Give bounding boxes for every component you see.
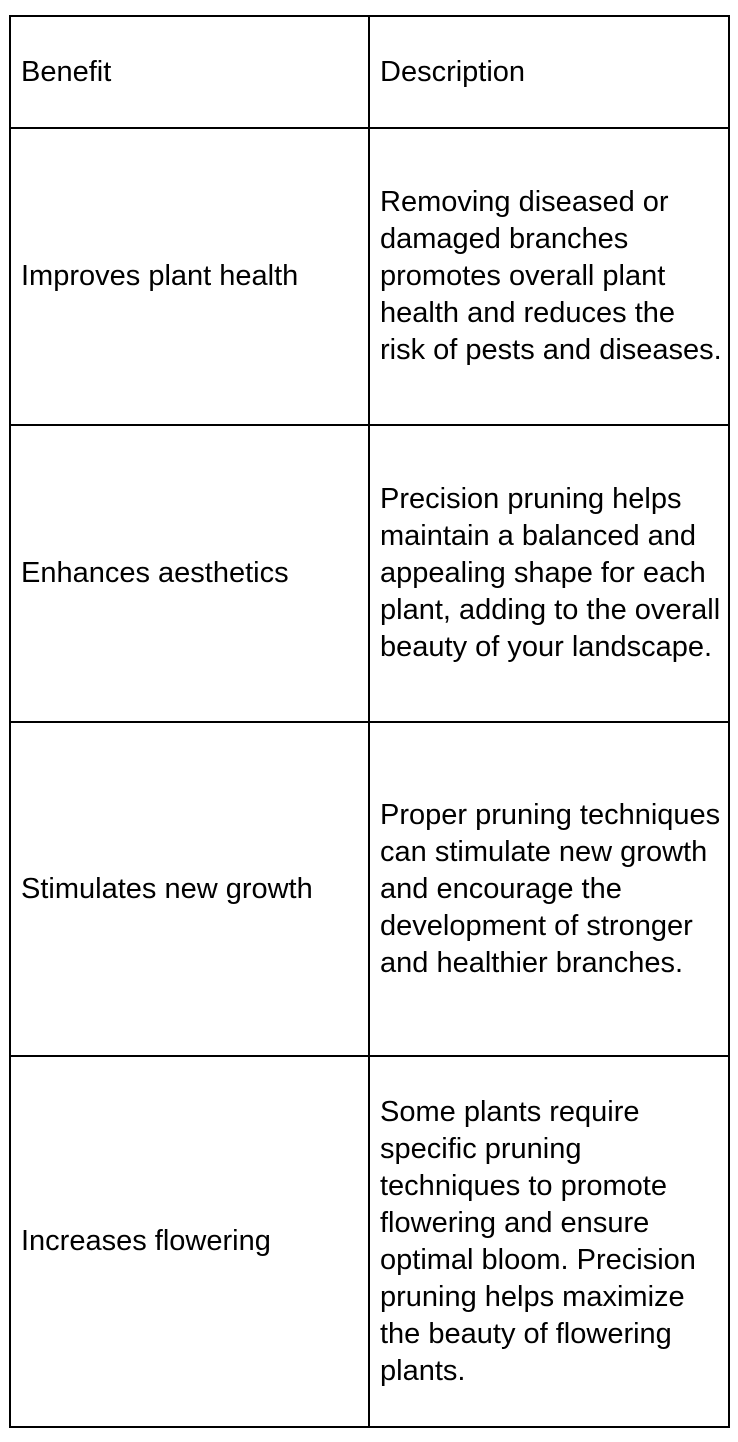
benefit-cell: Increases flowering — [10, 1056, 369, 1427]
description-cell: Removing diseased or damaged branches promotes overall plant health and reduces the risk of pests and diseases. — [369, 128, 729, 425]
table-row — [10, 722, 729, 1056]
benefit-cell: Enhances aesthetics — [10, 425, 369, 722]
header-description: Description — [369, 16, 729, 128]
table-header-row — [10, 16, 729, 128]
description-cell: Proper pruning techniques can stimulate new growth and encourage the development of stronger and healthier branches. — [369, 722, 729, 1056]
header-benefit: Benefit — [10, 16, 369, 128]
description-cell: Some plants require specific pruning techniques to promote flowering and ensure optimal bloom. Precision pruning helps maximize the beauty of flowering plants. — [369, 1056, 729, 1427]
benefits-table — [9, 15, 730, 1428]
description-cell: Precision pruning helps maintain a balanced and appealing shape for each plant, adding to the overall beauty of your landscape. — [369, 425, 729, 722]
table-row — [10, 1056, 729, 1427]
table-row — [10, 425, 729, 722]
table-row — [10, 128, 729, 425]
benefit-cell: Stimulates new growth — [10, 722, 369, 1056]
benefit-cell: Improves plant health — [10, 128, 369, 425]
